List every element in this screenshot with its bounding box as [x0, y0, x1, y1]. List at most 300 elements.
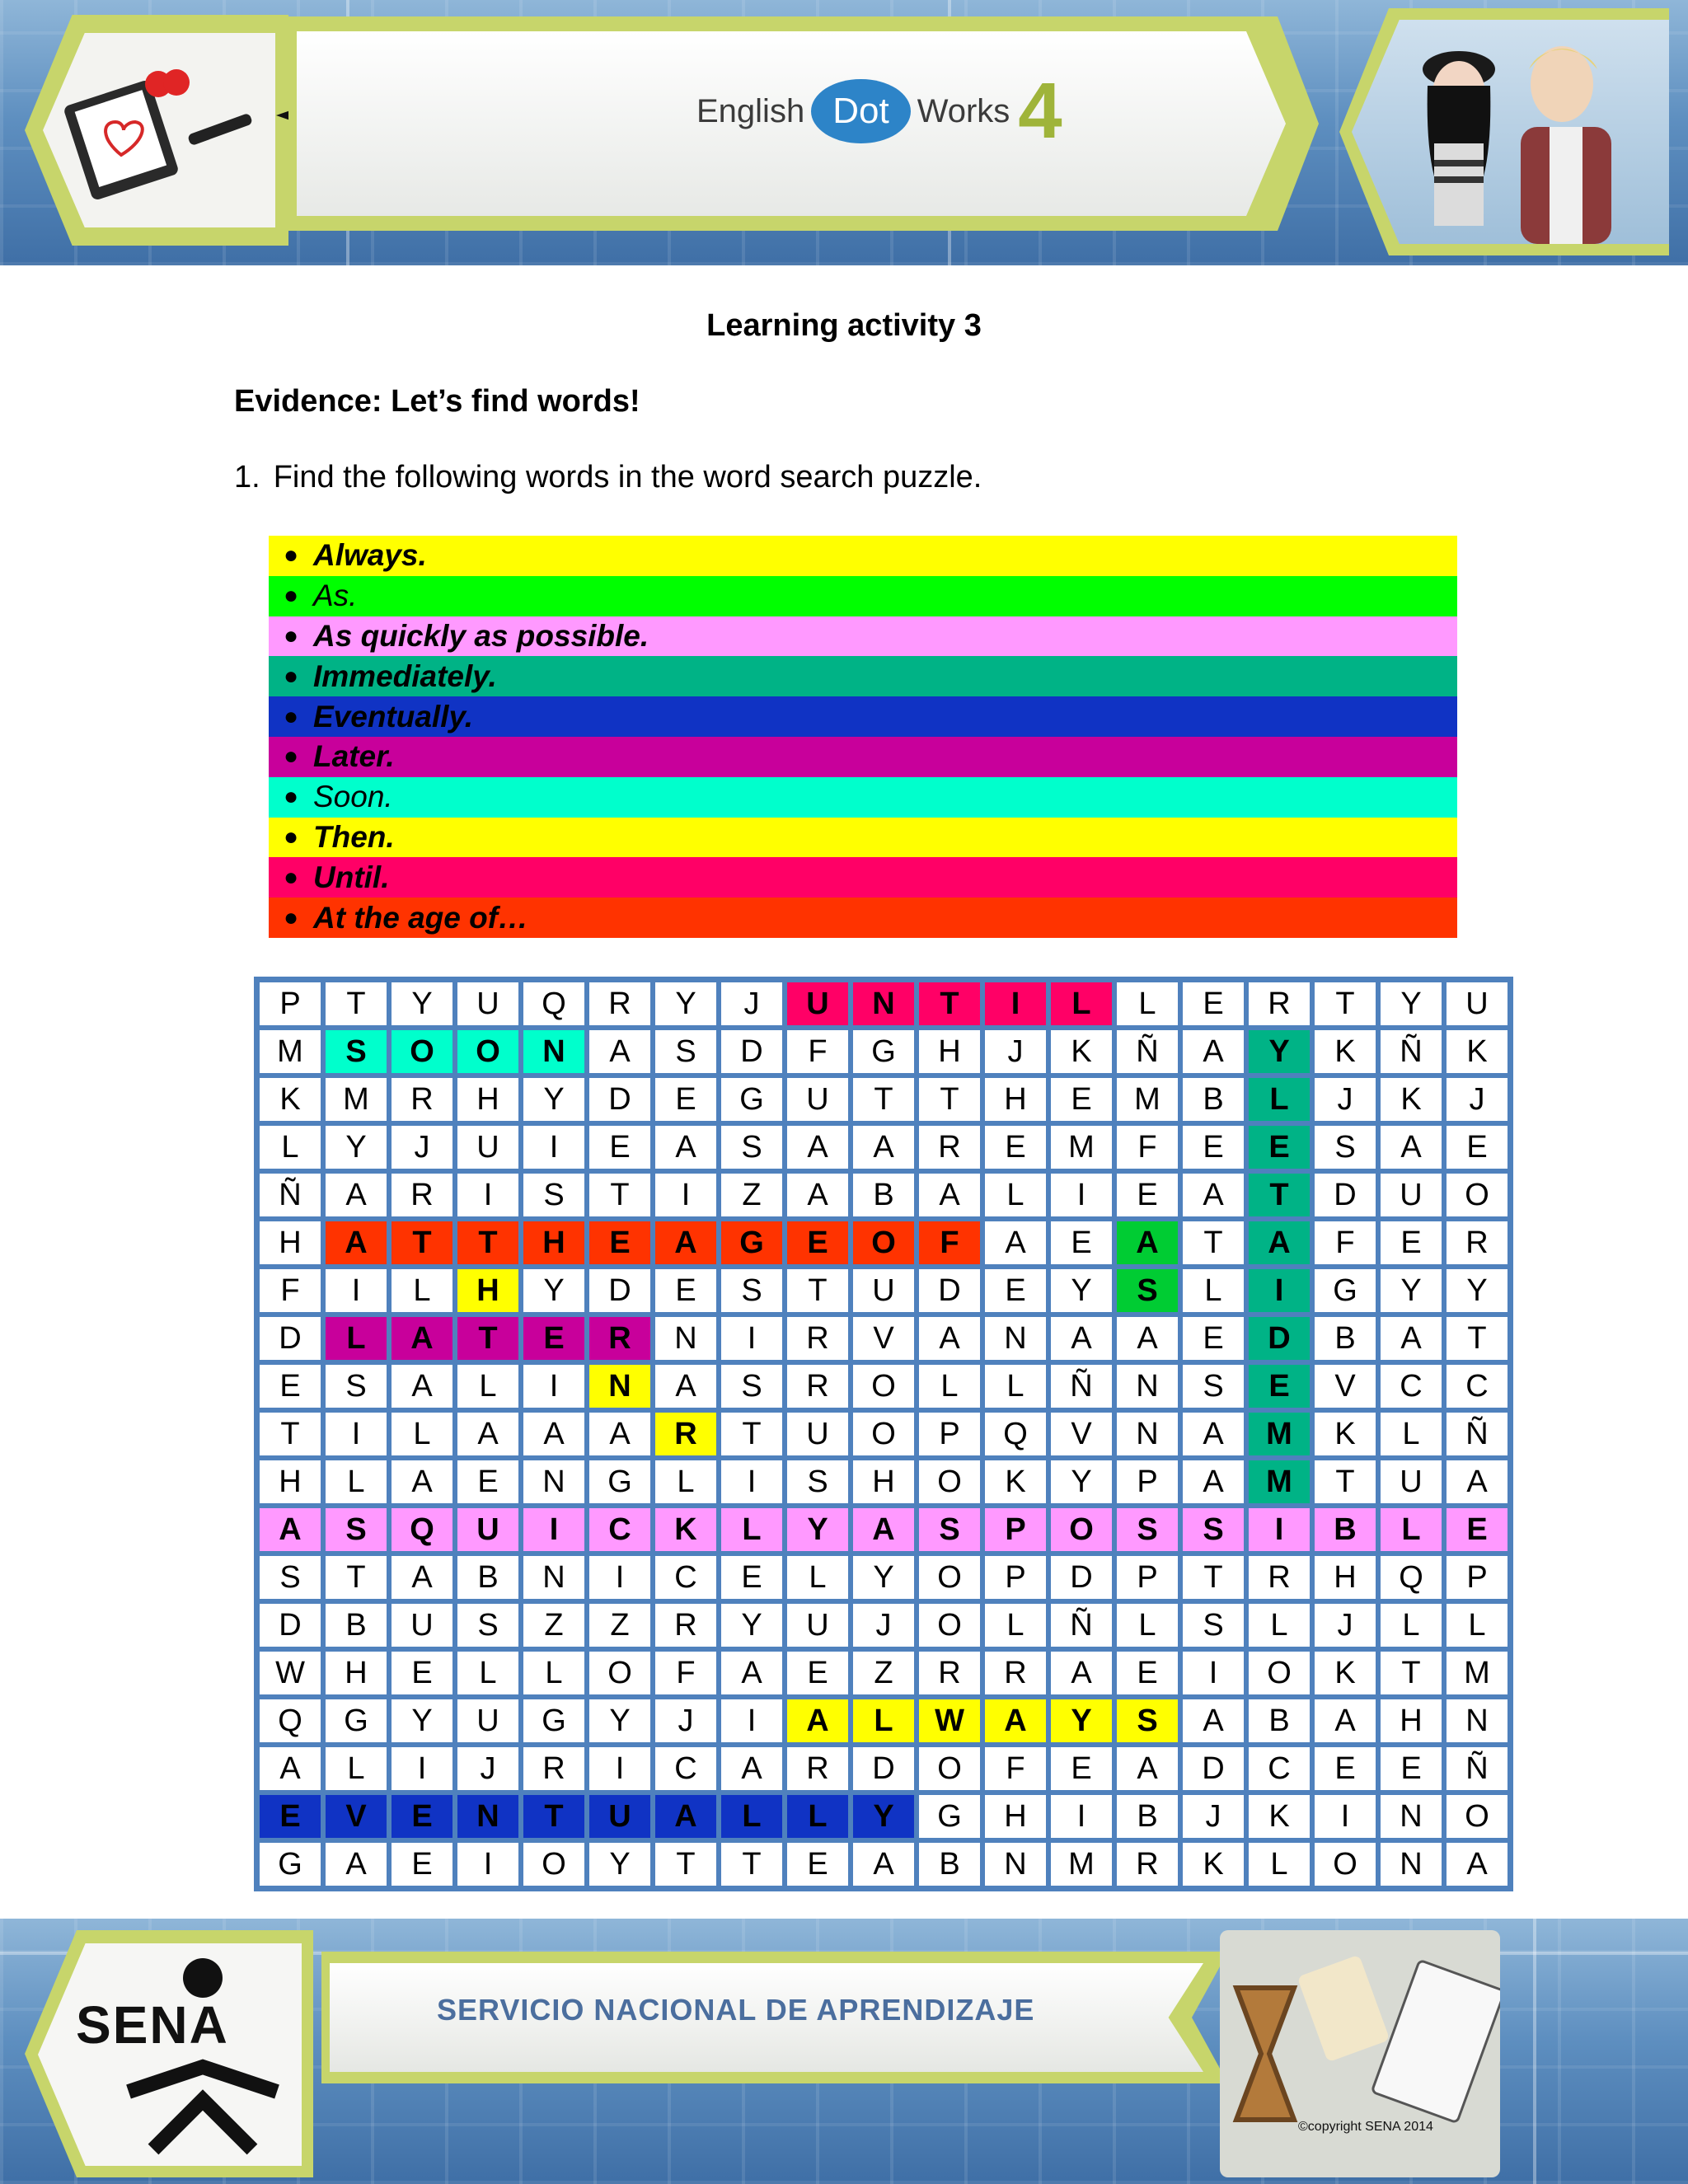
grid-cell: T — [1180, 1554, 1246, 1601]
grid-cell: F — [982, 1745, 1048, 1793]
grid-cell: D — [1246, 1315, 1312, 1362]
grid-cell: A — [851, 1123, 917, 1171]
bullet-icon: ● — [283, 903, 299, 931]
grid-cell: A — [982, 1219, 1048, 1267]
grid-cell: N — [1378, 1840, 1444, 1888]
bullet-icon: ● — [283, 743, 299, 771]
footer-banner — [0, 1919, 1688, 2184]
grid-cell: K — [1312, 1410, 1378, 1458]
grid-cell: T — [389, 1219, 455, 1267]
grid-cell: A — [389, 1362, 455, 1410]
grid-cell: L — [323, 1745, 389, 1793]
grid-cell: A — [1114, 1745, 1180, 1793]
grid-cell: A — [257, 1745, 323, 1793]
instruction-number: 1. — [234, 460, 260, 494]
grid-cell: U — [455, 980, 521, 1028]
grid-cell: B — [851, 1171, 917, 1219]
grid-cell: N — [521, 1028, 587, 1076]
grid-cell: L — [982, 1362, 1048, 1410]
grid-cell: G — [719, 1219, 785, 1267]
grid-cell: M — [323, 1076, 389, 1123]
grid-cell: P — [982, 1506, 1048, 1554]
grid-cell: T — [653, 1840, 719, 1888]
grid-cell: G — [587, 1458, 653, 1506]
grid-cell: Y — [521, 1267, 587, 1315]
grid-cell: R — [653, 1410, 719, 1458]
grid-cell: Y — [389, 980, 455, 1028]
grid-cell: C — [1246, 1745, 1312, 1793]
grid-cell: V — [323, 1793, 389, 1840]
grid-cell: G — [851, 1028, 917, 1076]
grid-cell: E — [785, 1219, 851, 1267]
grid-cell: A — [1180, 1458, 1246, 1506]
grid-cell: D — [1048, 1554, 1114, 1601]
grid-cell: A — [982, 1697, 1048, 1745]
grid-cell: N — [1114, 1410, 1180, 1458]
grid-cell: G — [323, 1697, 389, 1745]
grid-cell: B — [1114, 1793, 1180, 1840]
grid-cell: H — [851, 1458, 917, 1506]
grid-cell: A — [1180, 1171, 1246, 1219]
grid-cell: S — [653, 1028, 719, 1076]
grid-cell: A — [785, 1123, 851, 1171]
grid-cell: R — [587, 980, 653, 1028]
grid-cell: L — [521, 1649, 587, 1697]
grid-cell: L — [851, 1697, 917, 1745]
grid-cell: L — [1378, 1410, 1444, 1458]
grid-cell: Y — [1048, 1267, 1114, 1315]
grid-cell: U — [1378, 1171, 1444, 1219]
grid-cell: O — [917, 1458, 982, 1506]
grid-row — [257, 1458, 1510, 1506]
grid-cell: H — [257, 1458, 323, 1506]
grid-cell: I — [1048, 1793, 1114, 1840]
word-list-label: Always. — [313, 538, 427, 573]
grid-cell: R — [1246, 980, 1312, 1028]
grid-cell: S — [917, 1506, 982, 1554]
grid-cell: F — [653, 1649, 719, 1697]
grid-cell: K — [1378, 1076, 1444, 1123]
grid-cell: A — [917, 1315, 982, 1362]
grid-cell: T — [1246, 1171, 1312, 1219]
grid-cell: H — [982, 1793, 1048, 1840]
grid-cell: O — [1444, 1171, 1510, 1219]
grid-cell: L — [1048, 980, 1114, 1028]
grid-cell: O — [917, 1745, 982, 1793]
grid-cell: T — [323, 1554, 389, 1601]
grid-cell: T — [1312, 980, 1378, 1028]
grid-row — [257, 1840, 1510, 1888]
grid-cell: J — [455, 1745, 521, 1793]
logo-word-works: Works — [917, 92, 1010, 129]
grid-cell: J — [1312, 1601, 1378, 1649]
grid-cell: A — [389, 1315, 455, 1362]
grid-cell: A — [785, 1171, 851, 1219]
grid-cell: N — [982, 1840, 1048, 1888]
grid-cell: I — [1180, 1649, 1246, 1697]
grid-cell: R — [785, 1315, 851, 1362]
word-list-label: Soon. — [313, 780, 393, 814]
grid-cell: A — [1180, 1697, 1246, 1745]
grid-row — [257, 980, 1510, 1028]
grid-cell: Y — [1378, 1267, 1444, 1315]
grid-cell: P — [1114, 1554, 1180, 1601]
grid-cell: E — [587, 1219, 653, 1267]
grid-cell: S — [257, 1554, 323, 1601]
grid-cell: J — [982, 1028, 1048, 1076]
grid-cell: E — [1312, 1745, 1378, 1793]
grid-cell: S — [785, 1458, 851, 1506]
grid-cell: C — [587, 1506, 653, 1554]
word-list-item — [269, 616, 1457, 657]
instruction-text: Find the following words in the word search puzzle. — [273, 460, 982, 494]
grid-cell: T — [323, 980, 389, 1028]
grid-cell: Ñ — [1048, 1601, 1114, 1649]
grid-cell: R — [389, 1171, 455, 1219]
logo-word-dot: Dot — [811, 79, 910, 143]
grid-cell: E — [785, 1649, 851, 1697]
grid-cell: A — [587, 1410, 653, 1458]
grid-cell: K — [257, 1076, 323, 1123]
grid-cell: Y — [851, 1554, 917, 1601]
grid-cell: L — [1114, 980, 1180, 1028]
grid-cell: R — [521, 1745, 587, 1793]
grid-cell: E — [1114, 1649, 1180, 1697]
grid-cell: A — [323, 1171, 389, 1219]
grid-cell: M — [257, 1028, 323, 1076]
grid-cell: L — [785, 1793, 851, 1840]
grid-cell: O — [587, 1649, 653, 1697]
grid-cell: A — [587, 1028, 653, 1076]
grid-cell: D — [257, 1601, 323, 1649]
word-list-item — [269, 818, 1457, 858]
grid-cell: Z — [521, 1601, 587, 1649]
grid-cell: S — [1180, 1362, 1246, 1410]
bullet-icon: ● — [283, 541, 299, 569]
grid-cell: A — [719, 1649, 785, 1697]
evidence-heading: Evidence: Let’s find words! — [234, 384, 640, 419]
grid-cell: L — [917, 1362, 982, 1410]
grid-cell: E — [1180, 980, 1246, 1028]
grid-row — [257, 1793, 1510, 1840]
grid-cell: I — [455, 1171, 521, 1219]
grid-cell: Y — [1048, 1458, 1114, 1506]
grid-cell: D — [917, 1267, 982, 1315]
grid-cell: K — [1246, 1793, 1312, 1840]
grid-cell: T — [455, 1219, 521, 1267]
grid-cell: J — [389, 1123, 455, 1171]
word-list-item — [269, 737, 1457, 777]
grid-cell: H — [521, 1219, 587, 1267]
grid-cell: L — [982, 1171, 1048, 1219]
word-list-item — [269, 777, 1457, 818]
grid-cell: S — [1180, 1506, 1246, 1554]
bullet-icon: ● — [283, 582, 299, 610]
grid-row — [257, 1123, 1510, 1171]
grid-cell: S — [719, 1267, 785, 1315]
grid-cell: T — [1444, 1315, 1510, 1362]
grid-cell: N — [521, 1554, 587, 1601]
grid-cell: T — [851, 1076, 917, 1123]
grid-cell: S — [323, 1506, 389, 1554]
grid-cell: S — [323, 1362, 389, 1410]
grid-row — [257, 1267, 1510, 1315]
grid-cell: N — [1444, 1697, 1510, 1745]
grid-cell: L — [785, 1554, 851, 1601]
grid-cell: I — [1312, 1793, 1378, 1840]
grid-cell: E — [982, 1123, 1048, 1171]
grid-cell: I — [455, 1840, 521, 1888]
bullet-icon: ● — [283, 823, 299, 851]
grid-cell: D — [851, 1745, 917, 1793]
grid-cell: E — [1048, 1745, 1114, 1793]
word-list-item — [269, 696, 1457, 737]
grid-cell: I — [389, 1745, 455, 1793]
grid-cell: F — [1312, 1219, 1378, 1267]
grid-cell: T — [1312, 1458, 1378, 1506]
grid-cell: S — [1114, 1697, 1180, 1745]
grid-cell: I — [1246, 1506, 1312, 1554]
grid-cell: Y — [323, 1123, 389, 1171]
grid-cell: S — [1180, 1601, 1246, 1649]
grid-cell: U — [785, 1601, 851, 1649]
grid-cell: J — [719, 980, 785, 1028]
grid-cell: E — [1114, 1171, 1180, 1219]
header-banner — [0, 0, 1688, 265]
grid-cell: U — [455, 1123, 521, 1171]
grid-cell: J — [1180, 1793, 1246, 1840]
grid-cell: A — [389, 1554, 455, 1601]
grid-cell: Y — [389, 1697, 455, 1745]
logo-word-english: English — [696, 92, 805, 129]
grid-cell: Ñ — [1048, 1362, 1114, 1410]
bullet-icon: ● — [283, 621, 299, 649]
grid-cell: M — [1246, 1458, 1312, 1506]
grid-cell: H — [455, 1076, 521, 1123]
grid-cell: R — [785, 1745, 851, 1793]
grid-cell: I — [719, 1458, 785, 1506]
word-list-label: Later. — [313, 739, 395, 774]
grid-cell: J — [1444, 1076, 1510, 1123]
grid-cell: M — [1444, 1649, 1510, 1697]
grid-cell: L — [323, 1315, 389, 1362]
sena-wordmark: SENA — [76, 1995, 229, 2055]
students-illustration-icon — [1352, 20, 1669, 244]
grid-cell: Y — [521, 1076, 587, 1123]
english-dot-works-logo — [696, 67, 1062, 155]
grid-cell: N — [653, 1315, 719, 1362]
grid-cell: A — [1246, 1219, 1312, 1267]
grid-row — [257, 1028, 1510, 1076]
grid-cell: Y — [1378, 980, 1444, 1028]
grid-cell: L — [1246, 1840, 1312, 1888]
grid-cell: A — [1378, 1315, 1444, 1362]
grid-cell: E — [257, 1793, 323, 1840]
copyright-text: ©copyright SENA 2014 — [1298, 2120, 1433, 2134]
grid-cell: U — [785, 1410, 851, 1458]
grid-cell: R — [653, 1601, 719, 1649]
grid-cell: E — [1048, 1076, 1114, 1123]
word-list-item — [269, 576, 1457, 616]
grid-cell: I — [719, 1697, 785, 1745]
grid-cell: B — [455, 1554, 521, 1601]
grid-cell: V — [1312, 1362, 1378, 1410]
grid-cell: L — [1378, 1601, 1444, 1649]
hourglass-scroll-icon — [1220, 1930, 1500, 2177]
grid-cell: E — [1048, 1219, 1114, 1267]
grid-cell: P — [257, 980, 323, 1028]
grid-cell: K — [653, 1506, 719, 1554]
grid-cell: E — [1180, 1123, 1246, 1171]
grid-row — [257, 1697, 1510, 1745]
grid-row — [257, 1554, 1510, 1601]
grid-cell: T — [785, 1267, 851, 1315]
word-list-label: At the age of… — [313, 900, 529, 935]
grid-cell: S — [323, 1028, 389, 1076]
grid-cell: L — [1246, 1076, 1312, 1123]
grid-cell: L — [323, 1458, 389, 1506]
grid-cell: M — [1048, 1123, 1114, 1171]
grid-cell: E — [1444, 1506, 1510, 1554]
grid-cell: E — [1378, 1745, 1444, 1793]
grid-cell: A — [455, 1410, 521, 1458]
word-list-item — [269, 656, 1457, 696]
page-title: Learning activity 3 — [706, 308, 982, 343]
grid-cell: S — [1114, 1506, 1180, 1554]
grid-cell: Y — [785, 1506, 851, 1554]
grid-cell: L — [389, 1410, 455, 1458]
grid-cell: T — [1180, 1219, 1246, 1267]
grid-cell: H — [1378, 1697, 1444, 1745]
grid-cell: M — [1114, 1076, 1180, 1123]
grid-cell: U — [851, 1267, 917, 1315]
grid-cell: Q — [389, 1506, 455, 1554]
grid-cell: A — [653, 1219, 719, 1267]
grid-cell: E — [1378, 1219, 1444, 1267]
grid-cell: A — [1180, 1410, 1246, 1458]
grid-cell: O — [521, 1840, 587, 1888]
grid-cell: T — [719, 1840, 785, 1888]
grid-cell: V — [851, 1315, 917, 1362]
grid-cell: F — [785, 1028, 851, 1076]
word-list-label: Then. — [313, 819, 395, 854]
grid-cell: A — [323, 1219, 389, 1267]
grid-cell: E — [719, 1554, 785, 1601]
grid-cell: T — [1378, 1649, 1444, 1697]
grid-cell: D — [587, 1267, 653, 1315]
word-list-label: Immediately. — [313, 658, 497, 693]
grid-cell: Q — [982, 1410, 1048, 1458]
grid-cell: I — [982, 980, 1048, 1028]
grid-cell: A — [917, 1171, 982, 1219]
grid-cell: L — [1114, 1601, 1180, 1649]
grid-cell: G — [917, 1793, 982, 1840]
grid-cell: A — [1048, 1315, 1114, 1362]
word-list-label: As quickly as possible. — [313, 618, 649, 653]
grid-cell: L — [653, 1458, 719, 1506]
grid-cell: L — [455, 1649, 521, 1697]
grid-cell: T — [719, 1410, 785, 1458]
grid-cell: Y — [587, 1840, 653, 1888]
grid-cell: E — [389, 1793, 455, 1840]
grid-cell: A — [653, 1123, 719, 1171]
grid-cell: R — [389, 1076, 455, 1123]
word-list-item — [269, 857, 1457, 898]
grid-cell: T — [587, 1171, 653, 1219]
grid-cell: D — [1180, 1745, 1246, 1793]
grid-cell: Ñ — [1114, 1028, 1180, 1076]
grid-row — [257, 1076, 1510, 1123]
grid-cell: L — [1378, 1506, 1444, 1554]
grid-cell: W — [257, 1649, 323, 1697]
grid-cell: E — [653, 1267, 719, 1315]
grid-cell: A — [1444, 1458, 1510, 1506]
grid-cell: A — [653, 1793, 719, 1840]
grid-cell: E — [1180, 1315, 1246, 1362]
grid-cell: O — [917, 1601, 982, 1649]
grid-cell: B — [1246, 1697, 1312, 1745]
grid-cell: Z — [587, 1601, 653, 1649]
grid-cell: U — [455, 1697, 521, 1745]
grid-cell: A — [1114, 1219, 1180, 1267]
word-list-label: Until. — [313, 860, 390, 894]
grid-cell: B — [917, 1840, 982, 1888]
grid-cell: A — [719, 1745, 785, 1793]
logo-number: 4 — [1018, 67, 1062, 155]
grid-cell: Z — [851, 1649, 917, 1697]
grid-cell: L — [455, 1362, 521, 1410]
grid-cell: U — [455, 1506, 521, 1554]
grid-cell: L — [1180, 1267, 1246, 1315]
bullet-icon: ● — [283, 662, 299, 690]
grid-cell: I — [587, 1554, 653, 1601]
grid-cell: E — [521, 1315, 587, 1362]
grid-cell: P — [1114, 1458, 1180, 1506]
grid-cell: Ñ — [1444, 1745, 1510, 1793]
grid-cell: Y — [587, 1697, 653, 1745]
grid-cell: P — [917, 1410, 982, 1458]
grid-cell: N — [982, 1315, 1048, 1362]
grid-cell: A — [521, 1410, 587, 1458]
grid-cell: R — [1246, 1554, 1312, 1601]
grid-cell: F — [1114, 1123, 1180, 1171]
grid-cell: T — [521, 1793, 587, 1840]
grid-cell: O — [1444, 1793, 1510, 1840]
grid-cell: O — [1312, 1840, 1378, 1888]
grid-row — [257, 1506, 1510, 1554]
grid-cell: Y — [1246, 1028, 1312, 1076]
word-list-item — [269, 898, 1457, 938]
grid-cell: C — [653, 1554, 719, 1601]
grid-cell: W — [917, 1697, 982, 1745]
grid-cell: U — [389, 1601, 455, 1649]
word-list-label: Eventually. — [313, 699, 473, 733]
grid-cell: A — [653, 1362, 719, 1410]
grid-cell: R — [1114, 1840, 1180, 1888]
grid-row — [257, 1410, 1510, 1458]
grid-row — [257, 1362, 1510, 1410]
grid-cell: R — [785, 1362, 851, 1410]
grid-cell: A — [785, 1697, 851, 1745]
grid-cell: U — [785, 1076, 851, 1123]
grid-cell: N — [1114, 1362, 1180, 1410]
grid-cell: N — [455, 1793, 521, 1840]
grid-cell: B — [1312, 1506, 1378, 1554]
grid-cell: O — [851, 1219, 917, 1267]
grid-cell: G — [521, 1697, 587, 1745]
grid-cell: E — [785, 1840, 851, 1888]
grid-cell: O — [851, 1410, 917, 1458]
